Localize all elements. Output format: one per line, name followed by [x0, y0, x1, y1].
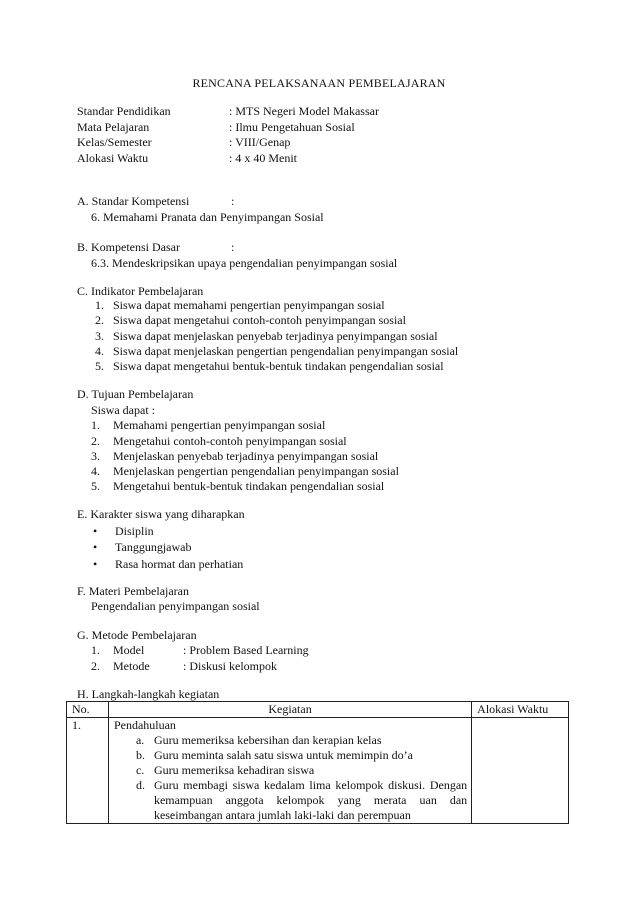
- objective-number: 4.: [91, 464, 100, 478]
- method-value: : Problem Based Learning: [183, 643, 309, 657]
- section-d-heading: D. Tujuan Pembelajaran: [77, 387, 194, 401]
- method-label: Metode: [113, 659, 150, 673]
- identity-label-subject: Mata Pelajaran: [77, 120, 150, 134]
- indicator-number: 5.: [95, 359, 104, 373]
- step-item: [114, 748, 471, 763]
- step-letter: d.: [135, 778, 145, 792]
- objective-item: Menjelaskan pengertian pengendalian penyimpangan sosial: [113, 464, 399, 478]
- row-time: [472, 718, 569, 824]
- method-value: : Diskusi kelompok: [183, 659, 278, 673]
- identity-label-class: Kelas/Semester: [77, 135, 152, 149]
- document-title: RENCANA PELAKSANAAN PEMBELAJARAN: [192, 76, 446, 90]
- objective-number: 5.: [91, 479, 100, 493]
- section-h-heading: H. Langkah-langkah kegiatan: [77, 687, 220, 701]
- section-c-heading: C. Indikator Pembelajaran: [77, 284, 204, 298]
- activity-table: [66, 701, 569, 824]
- method-number: 1.: [91, 643, 100, 657]
- character-item: Disiplin: [115, 524, 154, 538]
- row-phase: Pendahuluan: [113, 718, 176, 732]
- section-g-heading: G. Metode Pembelajaran: [77, 628, 197, 642]
- step-text: Guru meminta salah satu siswa untuk memimpin do’a: [153, 748, 413, 762]
- table-header-row: [67, 702, 569, 718]
- indicator-item: Siswa dapat mengetahui bentuk-bentuk tindakan pengendalian sosial: [113, 359, 444, 373]
- character-item: Tanggungjawab: [115, 540, 192, 554]
- indicator-number: 1.: [95, 298, 104, 312]
- step-text: Guru membagi siswa kedalam lima kelompok diskusi. Dengan kemampuan anggota kelompok yang merata uan dan keseimbangan antara jumlah laki-laki dan perempuan: [153, 778, 468, 822]
- indicator-number: 3.: [95, 329, 104, 343]
- section-e-heading: E. Karakter siswa yang diharapkan: [77, 507, 245, 521]
- section-f-content: Pengendalian penyimpangan sosial: [91, 599, 260, 613]
- objective-number: 1.: [91, 418, 100, 432]
- section-b-content: 6.3. Mendeskripsikan upaya pengendalian penyimpangan sosial: [91, 256, 398, 270]
- section-b-colon: :: [231, 240, 235, 254]
- bullet-icon: •: [93, 557, 98, 571]
- step-letter: a.: [135, 733, 145, 747]
- objective-number: 3.: [91, 449, 100, 463]
- step-item: [114, 778, 471, 823]
- identity-value-subject: : Ilmu Pengetahuan Sosial: [229, 120, 355, 134]
- indicator-number: 4.: [95, 344, 104, 358]
- method-number: 2.: [91, 659, 100, 673]
- section-a-heading: A. Standar Kompetensi: [77, 194, 190, 208]
- section-a-colon: :: [231, 194, 235, 208]
- indicator-item: Siswa dapat menjelaskan penyebab terjadinya penyimpangan sosial: [113, 329, 438, 343]
- objective-item: Mengetahui bentuk-bentuk tindakan pengendalian sosial: [113, 479, 385, 493]
- objective-item: Menjelaskan penyebab terjadinya penyimpangan sosial: [113, 449, 379, 463]
- step-item: [114, 733, 471, 748]
- section-d-intro: Siswa dapat :: [91, 403, 155, 417]
- identity-label-school: Standar Pendidikan: [77, 104, 171, 118]
- section-f-heading: F. Materi Pembelajaran: [77, 584, 190, 598]
- section-b-heading: B. Kompetensi Dasar: [77, 240, 180, 254]
- step-text: Guru memeriksa kehadiran siswa: [153, 763, 315, 777]
- identity-value-time: : 4 x 40 Menit: [229, 151, 297, 165]
- header-activity: Kegiatan: [108, 702, 471, 718]
- step-letter: c.: [135, 763, 145, 777]
- objective-item: Memahami pengertian penyimpangan sosial: [113, 418, 326, 432]
- identity-label-time: Alokasi Waktu: [77, 151, 149, 165]
- header-time: Alokasi Waktu: [472, 702, 569, 718]
- indicator-number: 2.: [95, 313, 104, 327]
- indicator-item: Siswa dapat memahami pengertian penyimpangan sosial: [113, 298, 385, 312]
- identity-value-class: : VIII/Genap: [229, 135, 291, 149]
- row-activity: [108, 718, 471, 824]
- method-label: Model: [113, 643, 145, 657]
- bullet-icon: •: [93, 540, 98, 554]
- objective-number: 2.: [91, 434, 100, 448]
- step-item: [114, 763, 471, 778]
- step-text: Guru memeriksa kebersihan dan kerapian kelas: [153, 733, 382, 747]
- identity-value-school: : MTS Negeri Model Makassar: [229, 104, 379, 118]
- section-a-content: 6. Memahami Pranata dan Penyimpangan Sosial: [91, 210, 324, 224]
- indicator-item: Siswa dapat mengetahui contoh-contoh penyimpangan sosial: [113, 313, 406, 327]
- row-number: 1.: [67, 718, 109, 824]
- step-letter: b.: [135, 748, 145, 762]
- indicator-item: Siswa dapat menjelaskan pengertian pengendalian penyimpangan sosial: [113, 344, 459, 358]
- table-row: [67, 718, 569, 824]
- bullet-icon: •: [93, 524, 98, 538]
- character-item: Rasa hormat dan perhatian: [115, 557, 244, 571]
- header-no: No.: [67, 702, 109, 718]
- objective-item: Mengetahui contoh-contoh penyimpangan sosial: [113, 434, 347, 448]
